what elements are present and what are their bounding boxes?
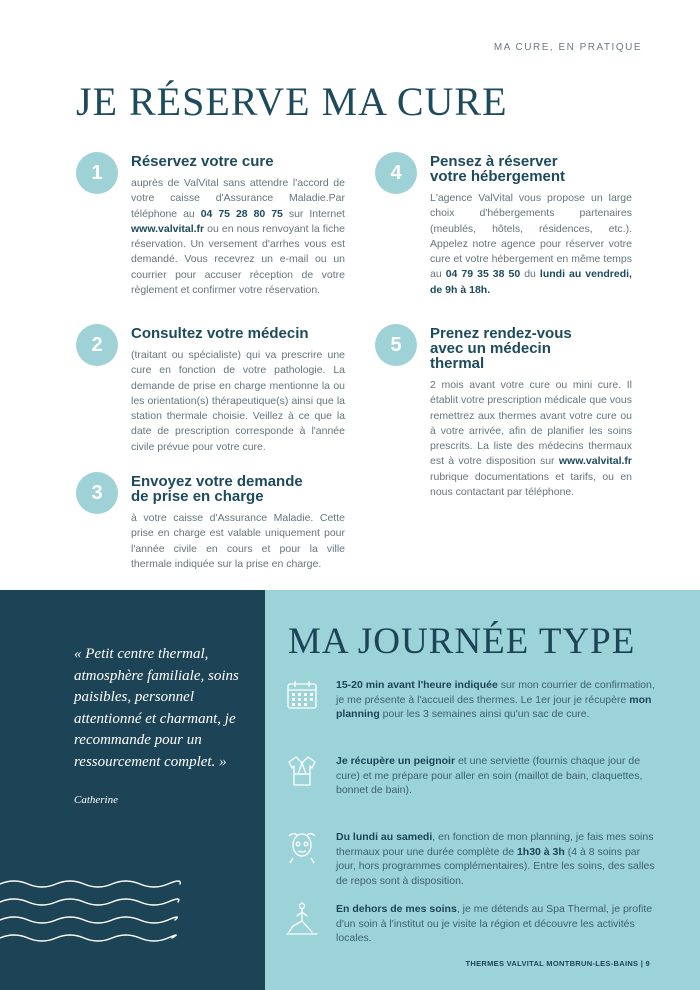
yoga-icon (285, 902, 319, 936)
day-panel (265, 590, 700, 990)
testimonial-panel (0, 590, 265, 990)
bathrobe-icon (285, 754, 319, 788)
step-body: L'agence ValVital vous propose un large choix d'hébergements partenaires (meublés, hôtels, résidences, etc.). Appelez notre agence pour réserver votre cure et votre hébergement en même temps au 04 79 35 38 50 du lundi au vendredi, de 9h à 18h. (430, 192, 632, 296)
testimonial-author: Catherine (74, 794, 118, 806)
step-number-badge: 3 (76, 472, 118, 514)
spa-face-icon (285, 830, 319, 864)
step-number-badge: 2 (76, 324, 118, 366)
waves-decoration-icon (0, 880, 265, 960)
step-number-badge: 5 (375, 324, 417, 366)
step-body: 2 mois avant votre cure ou mini cure. Il établit votre prescription médicale que vous remettrez aux thermes avant votre cure ou à votre arrivée, afin de planifier les soins prescrits. La liste des médecins thermaux est à votre disposition sur www.valvital.fr rubrique documentations et tarifs, ou en nous contactant par téléphone. (430, 379, 632, 499)
step-title: Réservez votre cure (131, 153, 274, 170)
page-title: JE RÉSERVE MA CURE (76, 79, 508, 124)
step-body: auprès de ValVital sans attendre l'accord de votre caisse d'Assurance Maladie.Par téléphone au 04 75 28 80 75 sur Internet www.valvital.fr ou en nous renvoyant la fiche réservation. Un versement d'arrhes vous est demandé. Vous recevrez un e-mail ou un courrier pour accuser réception de votre règlement et confirmer votre réservation. (131, 177, 345, 297)
page-footer: THERMES VALVITAL MONTBRUN-LES-BAINS | 9 (465, 959, 650, 968)
step-number-badge: 4 (375, 152, 417, 194)
step-title: Prenez rendez-vous avec un médecin thermal (430, 325, 572, 372)
bottom-section (0, 590, 700, 990)
section-title: MA JOURNÉE TYPE (288, 621, 636, 662)
day-item-text: En dehors de mes soins, je me détends au Spa Thermal, je profite d'un soin à l'institut ou je visite la région et découvre les activités locales. (336, 903, 653, 944)
step-body: à votre caisse d'Assurance Maladie. Cette prise en charge est valable uniquement pour l'année civile en cours et pour la ville thermale indiquée sur la prise en charge. (131, 512, 345, 570)
testimonial-quote: « Petit centre thermal, atmosphère familiale, soins paisibles, personnel attentionné et charmant, je recommande pour un ressourcement complet. » (74, 646, 239, 770)
day-item-text: Du lundi au samedi, en fonction de mon planning, je fais mes soins thermaux pour une durée complète de 1h30 à 3h (4 à 8 soins par jour, hors programmes complémentaires). Entre les soins, des salles de repos sont à disposition. (336, 831, 655, 887)
day-item-text: Je récupère un peignoir et une serviette (fournis chaque jour de cure) et me prépare pour aller en soin (maillot de bain, claquettes, bonnet de bain). (336, 755, 643, 796)
step-title: Envoyez votre demande de prise en charge (131, 473, 303, 505)
step-number-badge: 1 (76, 152, 118, 194)
section-tag: MA CURE, EN PRATIQUE (493, 42, 642, 53)
step-title: Consultez votre médecin (131, 325, 309, 342)
step-title: Pensez à réserver votre hébergement (430, 153, 566, 185)
calendar-icon (285, 678, 319, 712)
day-item-text: 15-20 min avant l'heure indiquée sur mon courrier de confirmation, je me présente à l'accueil des thermes. Le 1er jour je récupère mon planning pour les 3 semaines ainsi qu'un sac de cure. (336, 679, 655, 720)
step-body: (traitant ou spécialiste) qui va prescrire une cure en fonction de votre pathologie. La demande de prise en charge mentionne la ou les orientation(s) thérapeutique(s) ainsi que la station thermale choisie. Veillez à ce que la date de prescription corresponde à l'année civile prévue pour votre cure. (131, 349, 345, 453)
